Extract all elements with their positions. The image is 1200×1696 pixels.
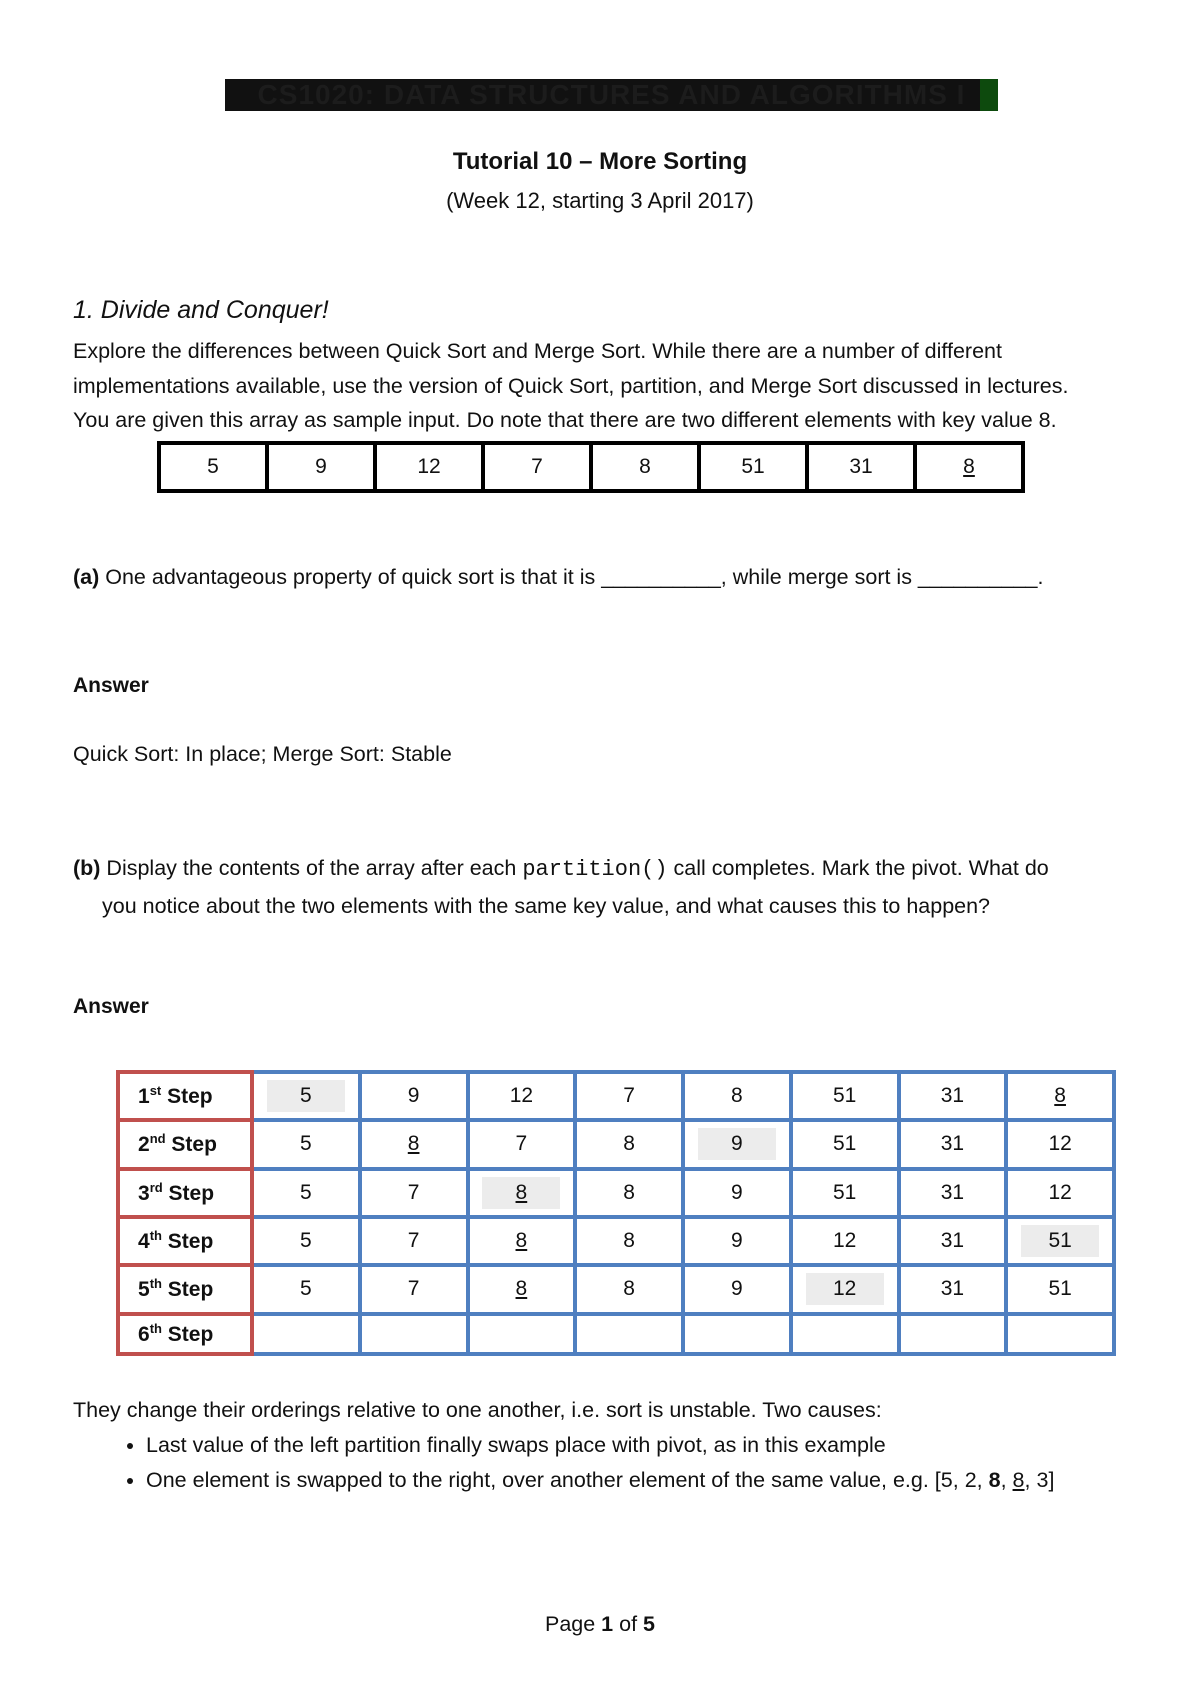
step-cell-value: 51 [832, 1132, 857, 1156]
step-number: 1 [138, 1085, 150, 1109]
question-b [73, 850, 1153, 924]
step-cell-value: 9 [731, 1229, 743, 1253]
step-cell-value: 7 [407, 1180, 420, 1204]
cause-text: One element is swapped to the right, over another element of the same value, e.g. [146, 1468, 935, 1492]
step-cell [575, 1217, 683, 1265]
step-cell [1006, 1072, 1114, 1120]
step-cell [360, 1314, 468, 1354]
step-cell-value: 12 [509, 1084, 534, 1108]
step-cell-value: 8 [515, 1229, 528, 1253]
step-cell [899, 1072, 1007, 1120]
question-b-text-after: call completes. Mark the pivot. What do [667, 856, 1049, 880]
step-cell-value: 12 [806, 1273, 884, 1305]
step-cell-value: 7 [623, 1084, 635, 1108]
step-cell [575, 1314, 683, 1354]
step-number: 6 [138, 1322, 150, 1346]
step-number: 2 [138, 1133, 150, 1157]
step-cell [360, 1265, 468, 1313]
step-cell-value: 5 [300, 1132, 312, 1156]
array-cell-value: 5 [207, 455, 219, 478]
step-cell [1006, 1314, 1114, 1354]
step-cell-value: 31 [940, 1180, 965, 1204]
step-word: Step [165, 1133, 217, 1157]
step-cell [360, 1217, 468, 1265]
explanation-text: They change their orderings relative to one another, i.e. sort is unstable. Two causes: [73, 1398, 882, 1422]
step-cell [791, 1072, 899, 1120]
step-cell-value: 5 [300, 1277, 312, 1301]
pivot-cell [791, 1265, 899, 1313]
question-b-label: (b) [73, 856, 101, 880]
step-cell [252, 1217, 360, 1265]
step-row [118, 1072, 1114, 1120]
sample-array-row [159, 443, 1023, 491]
step-cell-value: 7 [515, 1132, 528, 1156]
array-cell [375, 443, 483, 491]
step-cell-value: 12 [832, 1229, 857, 1253]
array-cell [915, 443, 1023, 491]
step-cell-value: 5 [300, 1180, 312, 1204]
step-row [118, 1217, 1114, 1265]
step-number: 4 [138, 1230, 150, 1254]
step-cell-value: 8 [623, 1132, 635, 1156]
answer-b-label: Answer [73, 995, 149, 1018]
footer-total: 5 [643, 1612, 655, 1636]
step-cell [468, 1120, 576, 1168]
step-cell [468, 1265, 576, 1313]
question-a [73, 565, 1153, 590]
step-cell [252, 1169, 360, 1217]
step-cell [683, 1169, 791, 1217]
step-cell [360, 1169, 468, 1217]
step-cell [252, 1314, 360, 1354]
pivot-cell [252, 1072, 360, 1120]
cause-item: • Last value of the left partition finally swaps place with pivot, as in this example [146, 1428, 1163, 1463]
step-cell-value: 7 [407, 1277, 420, 1301]
array-cell-value: 51 [741, 455, 765, 478]
example-value: 2 [964, 1468, 977, 1492]
step-ordinal: nd [149, 1131, 166, 1147]
step-ordinal: th [149, 1276, 162, 1292]
step-ordinal: th [149, 1320, 162, 1336]
example-value: 8 [988, 1468, 1001, 1492]
pivot-cell [468, 1169, 576, 1217]
step-cell [683, 1217, 791, 1265]
footer-page: 1 [601, 1612, 614, 1636]
question-b-text: Display the contents of the array after each [100, 856, 523, 880]
page-subtitle: (Week 12, starting 3 April 2017) [446, 188, 754, 213]
step-cell-value: 31 [940, 1132, 965, 1156]
step-word: Step [161, 1278, 214, 1302]
step-cell-value: 9 [698, 1128, 776, 1160]
step-cell-value: 7 [407, 1229, 420, 1253]
array-cell-value: 7 [531, 455, 543, 478]
step-cell-value: 5 [267, 1080, 345, 1112]
question-a-text: One advantageous property of quick sort is that it is __________, while merge sort is __________. [99, 565, 1044, 589]
step-word: Step [162, 1181, 215, 1205]
answer-a-text: Quick Sort: In place; Merge Sort: Stable [73, 742, 452, 766]
intro-line: implementations available, use the version of Quick Sort, partition, and Merge Sort discussed in lectures. [73, 373, 1069, 398]
partition-steps [116, 1070, 1116, 1356]
footer-mid: of [613, 1612, 644, 1636]
step-cell-value: 9 [731, 1180, 743, 1204]
step-label [118, 1265, 252, 1313]
step-cell-value: 8 [407, 1132, 420, 1156]
section-intro [73, 334, 1133, 438]
step-cell [791, 1169, 899, 1217]
step-word: Step [161, 1322, 214, 1346]
step-cell-value: 12 [1048, 1180, 1072, 1204]
array-cell [267, 443, 375, 491]
array-cell-value: 9 [315, 455, 327, 478]
step-cell-value: 8 [623, 1229, 635, 1253]
step-cell [899, 1217, 1007, 1265]
question-b-line2: you notice about the two elements with the same key value, and what causes this to happen? [102, 894, 991, 918]
question-a-label: (a) [73, 565, 100, 589]
step-label [118, 1169, 252, 1217]
array-cell [699, 443, 807, 491]
step-cell-value: 31 [940, 1229, 965, 1253]
step-label [118, 1217, 252, 1265]
step-label [118, 1314, 252, 1354]
array-cell-value: 8 [963, 455, 975, 478]
step-cell [252, 1265, 360, 1313]
array-cell-value: 31 [849, 455, 873, 478]
step-cell-value: 51 [1021, 1225, 1099, 1257]
array-cell [159, 443, 267, 491]
answer-b-explanation [73, 1393, 1163, 1498]
step-cell-value: 5 [300, 1229, 312, 1253]
partition-code: partition() [522, 857, 668, 882]
step-cell [468, 1217, 576, 1265]
step-cell [575, 1072, 683, 1120]
step-cell [899, 1314, 1007, 1354]
footer-prefix: Page [544, 1612, 602, 1636]
sample-array-table [157, 441, 1025, 493]
array-cell [591, 443, 699, 491]
page-footer [0, 1612, 1200, 1637]
step-ordinal: th [149, 1228, 162, 1244]
step-cell [1006, 1169, 1114, 1217]
step-number: 3 [138, 1181, 150, 1205]
step-row [118, 1314, 1114, 1354]
step-cell [899, 1265, 1007, 1313]
step-cell-value: 12 [1048, 1132, 1072, 1156]
array-cell-value: 8 [639, 455, 651, 478]
pivot-cell [683, 1120, 791, 1168]
step-cell-value: 51 [832, 1180, 857, 1204]
page-title: Tutorial 10 – More Sorting [452, 148, 748, 175]
step-cell-value: 9 [731, 1277, 743, 1301]
step-cell-value: 8 [515, 1277, 528, 1301]
step-cell [1006, 1265, 1114, 1313]
example-value: 5 [940, 1468, 953, 1492]
step-word: Step [161, 1230, 214, 1254]
step-cell [683, 1072, 791, 1120]
causes-list [73, 1428, 1163, 1498]
step-word: Step [161, 1085, 213, 1109]
step-label [118, 1120, 252, 1168]
intro-line: You are given this array as sample input. Do note that there are two different elements with key value 8. [73, 408, 1057, 432]
step-ordinal: st [149, 1083, 162, 1099]
step-cell [360, 1072, 468, 1120]
step-number: 5 [138, 1278, 150, 1302]
step-cell-value: 8 [731, 1084, 743, 1108]
step-cell [468, 1314, 576, 1354]
pivot-cell [1006, 1217, 1114, 1265]
step-row [118, 1120, 1114, 1168]
cause-item: • One element is swapped to the right, over another element of the same value, e.g. [5, 2, 8, 8, 3] [146, 1463, 1163, 1498]
step-row [118, 1265, 1114, 1313]
array-cell-value: 12 [417, 455, 441, 478]
course-banner: CS1020: DATA STRUCTURES AND ALGORITHMS I [225, 79, 998, 111]
step-row [118, 1169, 1114, 1217]
example-value: 8 [1012, 1468, 1025, 1492]
array-cell [807, 443, 915, 491]
section-heading: 1. Divide and Conquer! [73, 296, 329, 324]
step-cell [252, 1120, 360, 1168]
answer-a-label: Answer [73, 674, 149, 697]
step-cell-value: 8 [482, 1177, 560, 1209]
step-cell-value: 9 [407, 1084, 420, 1108]
step-label [118, 1072, 252, 1120]
array-cell [483, 443, 591, 491]
step-cell-value: 8 [623, 1277, 635, 1301]
partition-steps-table [116, 1070, 1116, 1356]
step-cell-value: 51 [832, 1084, 857, 1108]
example-value: 3 [1036, 1468, 1049, 1492]
step-cell [683, 1314, 791, 1354]
intro-line: Explore the differences between Quick Sort and Merge Sort. While there are a number of different [73, 339, 1002, 363]
step-cell-value: 8 [623, 1180, 635, 1204]
step-cell [468, 1072, 576, 1120]
step-cell [575, 1169, 683, 1217]
step-cell [360, 1120, 468, 1168]
step-cell [1006, 1120, 1114, 1168]
step-cell-value: 51 [1048, 1277, 1072, 1301]
step-cell-value: 31 [940, 1277, 965, 1301]
step-cell [575, 1265, 683, 1313]
step-cell [791, 1217, 899, 1265]
step-cell [683, 1265, 791, 1313]
step-cell-value: 8 [1054, 1084, 1066, 1108]
step-cell [575, 1120, 683, 1168]
step-cell [899, 1120, 1007, 1168]
step-cell [791, 1120, 899, 1168]
step-cell [791, 1314, 899, 1354]
step-cell [899, 1169, 1007, 1217]
step-cell-value: 31 [940, 1084, 965, 1108]
step-ordinal: rd [149, 1179, 163, 1195]
